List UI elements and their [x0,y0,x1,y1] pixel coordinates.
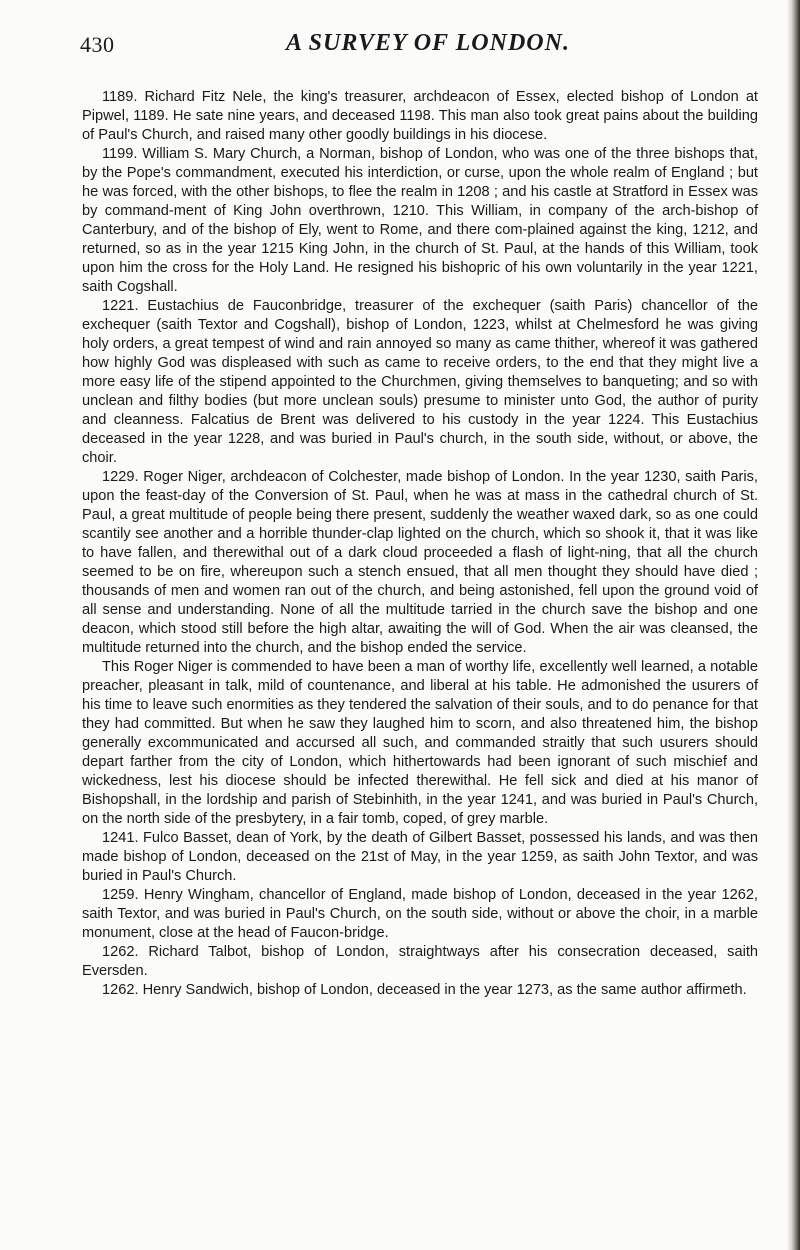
paragraph: 1259. Henry Wingham, chancellor of England, made bishop of London, deceased in the year 1262, saith Textor, and was buried in Paul's Church, on the south side, without or above the choir, in a marble monument, close at the head of Faucon-bridge. [82,887,758,941]
paragraph: 1229. Roger Niger, archdeacon of Colchester, made bishop of London. In the year 1230, saith Paris, upon the feast-day of the Conversion of St. Paul, when he was at mass in the cathedral church of St. Paul, a great multitude of people being there present, suddenly the weather waxed dark, so as one could scantily see another and a horrible thunder-clap lighted on the church, which so shook it, that it was like to have fallen, and therewithal out of a dark cloud proceeded a flash of light-ning, that all the church seemed to be on fire, whereupon such a stench ensued, that all men thought they should have died ; thousands of men and women ran out of the church, and being astonished, fell upon the ground void of all sense and understanding. None of all the multitude tarried in the church save the bishop and one deacon, which stood still before the high altar, awaiting the will of God. When the air was cleansed, the multitude returned into the church, and the bishop ended the service. [82,469,758,656]
paragraph: 1241. Fulco Basset, dean of York, by the death of Gilbert Basset, possessed his lands, and was then made bishop of London, deceased on the 21st of May, in the year 1259, as saith John Textor, and was buried in Paul's Church. [82,830,758,884]
body-text [82,88,758,1000]
page-header [80,30,770,66]
paragraph: 1262. Henry Sandwich, bishop of London, deceased in the year 1273, as the same author affirmeth. [102,982,747,998]
page-number: 430 [80,32,115,57]
paragraph: 1199. William S. Mary Church, a Norman, bishop of London, who was one of the three bishops that, by the Pope's commandment, executed his interdiction, or curse, upon the whole realm of England ; but he was forced, with the other bishops, to flee the realm in 1208 ; and his castle at Stratford in Essex was by command-ment of King John overthrown, 1210. This William, in company of the arch-bishop of Canterbury, and of the bishop of Ely, went to Rome, and there com-plained against the king, 1212, and returned, so as in the year 1215 King John, in the church of St. Paul, at the hands of this William, took upon him the cross for the Holy Land. He resigned his bishopric of his own voluntarily in the year 1221, saith Cogshall. [82,146,758,295]
paragraph: 1221. Eustachius de Fauconbridge, treasurer of the exchequer (saith Paris) chancellor of the exchequer (saith Textor and Cogshall), bishop of London, 1223, whilst at Chelmesford he was giving holy orders, a great tempest of wind and rain annoyed so many as came thither, whereof it was gathered how highly God was displeased with such as came to receive orders, to the end that they might live a more easy life of the stipend appointed to the Churchmen, giving themselves to banqueting; and so with unclean and filthy bodies (but more unclean souls) presume to minister unto God, the author of purity and cleanness. Falcatius de Brent was delivered to his custody in the year 1224. This Eustachius deceased in the year 1228, and was buried in Paul's church, in the south side, without, or above, the choir. [82,298,758,466]
paragraph: 1189. Richard Fitz Nele, the king's treasurer, archdeacon of Essex, elected bishop of London at Pipwel, 1189. He sate nine years, and deceased 1198. This man also took great pains about the building of Paul's Church, and raised many other goodly buildings in his diocese. [82,89,758,143]
paragraph: This Roger Niger is commended to have been a man of worthy life, excellently well learned, a notable preacher, pleasant in talk, mild of countenance, and liberal at his table. He admonished the usurers of his time to leave such enormities as they tendered the salvation of their souls, and to do penance for that they had committed. But when he saw they laughed him to scorn, and also threatened him, the bishop generally excommunicated and accursed all such, and commanded straitly that such usurers should depart farther from the city of London, which hithertowards had been ignorant of such mischief and wickedness, lest his diocese should be infected therewithal. He fell sick and died at his manor of Bishopshall, in the lordship and parish of Stebinhith, in the year 1241, and was buried in Paul's Church, on the north side of the presbytery, in a fair tomb, coped, of grey marble. [82,659,758,827]
paragraph: 1262. Richard Talbot, bishop of London, straightways after his consecration deceased, saith Eversden. [82,944,758,979]
page-edge-shadow [786,0,800,1250]
running-title: A SURVEY OF LONDON. [286,30,570,56]
